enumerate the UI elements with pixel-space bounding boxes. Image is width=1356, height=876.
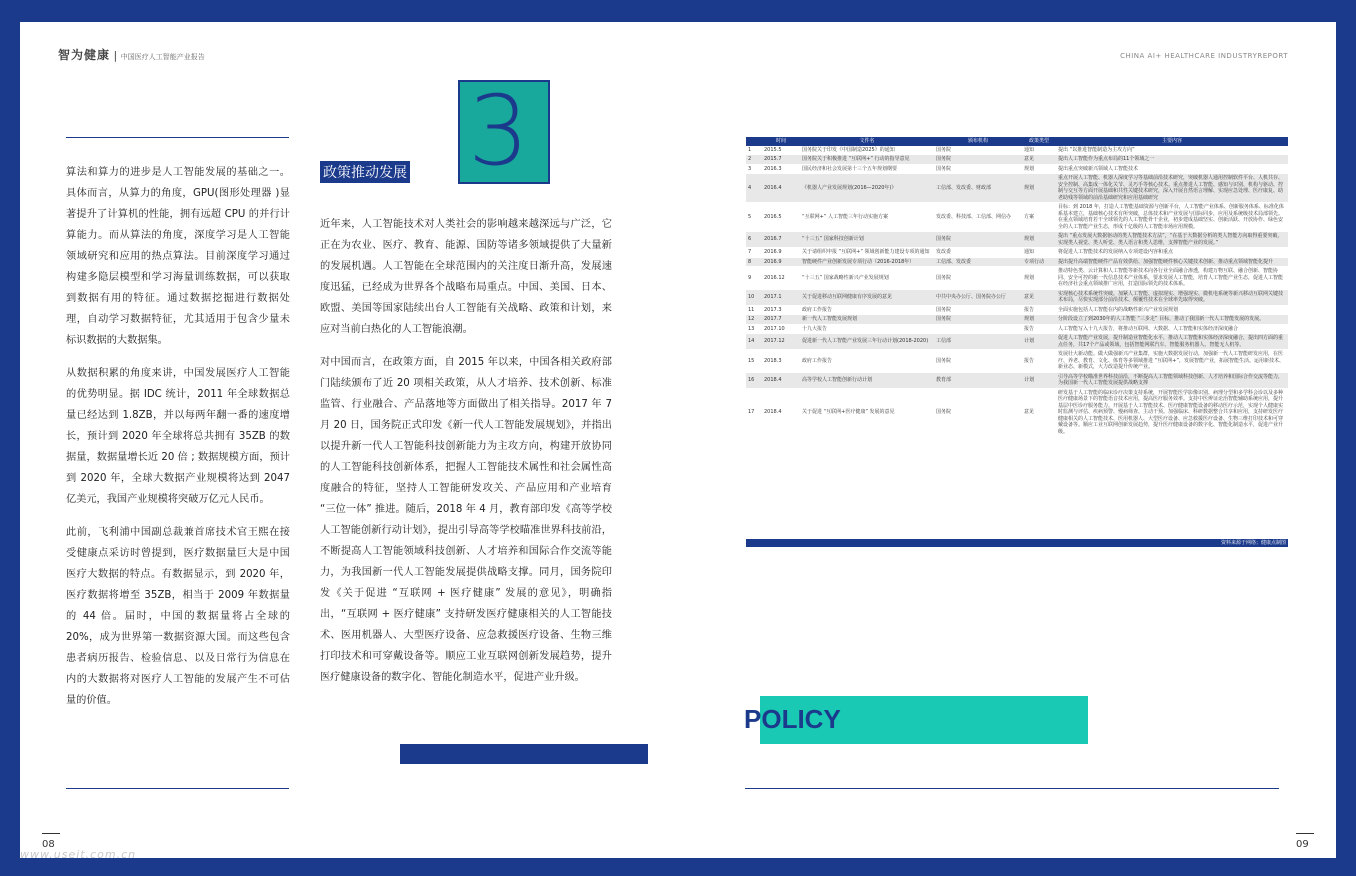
table-cell: 工信部、发改委 — [934, 257, 1022, 267]
table-cell: 16 — [746, 372, 762, 388]
column-header — [746, 137, 762, 146]
table-row — [746, 248, 1288, 258]
watermark: www.useit.com.cn — [20, 848, 137, 858]
table-cell: 2017.3 — [762, 305, 800, 315]
table-cell: 实现核心技术系统性突破。加紧人工智能、虚拟现实、增强现实、微机电系统等新兴移动互联网关键技术布局，尽快实现部分前沿技术、颠覆性技术在全球率先取得突破。 — [1056, 289, 1288, 305]
left-paragraph-2: 从数据积累的角度来讲，中国发展医疗人工智能的优势明显。据 IDC 统计，2011 年全球数据总量已经达到 1.8ZB，并以每两年翻一番的速度增长，预计到 2020 年全球将总共拥有 35ZB 的数据量，数据量增长近 20 倍 ; 数据规模方面，预计到 2020 年，全球大数据产业规模将达到 2047 亿美元，我国产业规模将突破万亿元人民币。 — [66, 368, 290, 505]
table-header-row — [746, 137, 1288, 146]
column-header: 文件名 — [800, 137, 934, 146]
table-cell: 教育部 — [934, 372, 1022, 388]
table-cell: 规划 — [1022, 232, 1056, 248]
page-number-right-text: 09 — [1296, 839, 1309, 850]
table-cell: 提出重点突破新兴领域人工智能技术 — [1056, 164, 1288, 174]
table-cell: 提出人工智能作为重点布局的11个领域之一 — [1056, 155, 1288, 165]
table-cell: 促进新一代人工智能产业发展三年行动计划(2018-2020) — [800, 334, 934, 350]
middle-column — [320, 214, 612, 700]
divider-top-left — [66, 137, 289, 138]
table-cell: 促进人工智能产业发展，提升制造业智能化水平，推动人工智能和实体经济深度融合，提出四方面的重点任务，共17个产品或领域，包括智能网联汽车、智能服务机器人、智能无人机等。 — [1056, 334, 1288, 350]
table-cell: 通知 — [1022, 248, 1056, 258]
section-number-box — [458, 75, 550, 187]
table-row — [746, 155, 1288, 165]
table-cell: 《机器人产业发展规划(2016—2020年)》 — [800, 174, 934, 203]
column-header: 时间 — [762, 137, 800, 146]
left-column — [66, 162, 290, 723]
table-cell: 国务院 — [934, 315, 1022, 325]
table-cell: 智能硬件产业创新发展专项行动（2016-2018年） — [800, 257, 934, 267]
table-cell: 专项行动 — [1022, 257, 1056, 267]
table-cell: 意见 — [1022, 388, 1056, 437]
table-cell: 提出 “重点发展大数据驱动的类人智能技术方法”，“在基于大数据分析的类人智能方向取得重要突破，实现类人视觉、类人听觉、类人语言和类人思维，支撑智能产业的发展。” — [1056, 232, 1288, 248]
table-cell: 2016.3 — [762, 164, 800, 174]
page-number-right — [1296, 839, 1309, 850]
table-cell: 提出提升高端智能硬件产品有效供给、加强智能硬件核心关键技术创新、推动重点领域智能化提升 — [1056, 257, 1288, 267]
table-cell: 目标：到 2018 年，打造人工智能基础资源与创新平台，人工智能产业体系、创新服务体系、标准化体系基本建立，基础核心技术有所突破，总体技术和产业发展与国际同步，应用及系统级技术局部领先。在重点领域培育若干全球领先的人工智能骨干企业，初步建成基础坚实、创新活跃、开放协作、绿色安全的人工智能产业生态，形成千亿级的人工智能市场应用规模。 — [1056, 203, 1288, 232]
table-cell: 2018.4 — [762, 388, 800, 437]
table-cell: 政府工作报告 — [800, 305, 934, 315]
column-header: 颁布机构 — [934, 137, 1022, 146]
table-cell: 计划 — [1022, 334, 1056, 350]
table-cell: 2015.5 — [762, 146, 800, 155]
table-row — [746, 324, 1288, 334]
table-cell: 国务院 — [934, 155, 1022, 165]
table-row — [746, 388, 1288, 437]
table-cell: 2016.7 — [762, 232, 800, 248]
table-cell: 全面实施包括人工智能在内的战略性新兴产业发展规划 — [1056, 305, 1288, 315]
decorative-bar — [400, 744, 648, 764]
header-left: 智为健康 | 中国医疗人工智能产业报告 — [58, 48, 205, 62]
table-cell: 人工智能写入十九大报告，将推动互联网、大数据、人工智能和实体经济深度融合 — [1056, 324, 1288, 334]
table-cell: 工信部、发改委、财政部 — [934, 174, 1022, 203]
column-header: 政策类型 — [1022, 137, 1056, 146]
table-cell: 国务院 — [934, 305, 1022, 315]
header-subtitle: 中国医疗人工智能产业报告 — [120, 53, 205, 61]
table-cell: 14 — [746, 334, 762, 350]
table-cell: 2015.7 — [762, 155, 800, 165]
table-cell: 国民经济和社会发展第十三个五年规划纲要 — [800, 164, 934, 174]
table-cell: 关于请组织申报 “互联网+” 领域创新能力建设专项的通知 — [800, 248, 934, 258]
table-cell: 15 — [746, 350, 762, 373]
table-row — [746, 164, 1288, 174]
table-cell: 提出 “以推进智能制造为主攻方向” — [1056, 146, 1288, 155]
table-cell: 方案 — [1022, 203, 1056, 232]
table-cell: 发展壮大新动能。做大做强新兴产业集群，实施大数据发展行动，加强新一代人工智能研发应用，在医疗、养老、教育、文化、体育等多领域推进 “互联网+”，发展智能产业，拓展智能生活。运用新技术、新业态、新模式，大力改造提升传统产业。 — [1056, 350, 1288, 373]
table-cell — [934, 324, 1022, 334]
table-cell: 6 — [746, 232, 762, 248]
table-cell: 2018.3 — [762, 350, 800, 373]
table-cell: 2 — [746, 155, 762, 165]
table-cell: 2017.1 — [762, 289, 800, 305]
table-cell: 报告 — [1022, 324, 1056, 334]
middle-paragraph-2: 对中国而言，在政策方面，自 2015 年以来，中国各相关政府部门陆续颁布了近 20 项相关政策，从人才培养、技术创新、标准监管、行业融合、产品落地等方面做出了相关指导。2017 年 7 月 20 日，国务院正式印发《新一代人工智能发展规划》，并指出以提升新一代人工智能科技创新能力为主攻方向，构建开放协同的人工智能科技创新体系，把握人工智能技术属性和社会属性高度融合的特征，坚持人工智能研发攻关、产品应用和产业培育 “三位一体” 推进。随后，2018 年 4 月，教育部印发《高等学校人工智能创新行动计划》，提出引导高等学校瞄准世界科技前沿，不断提高人工智能领域科技创新、人才培养和国际合作交流等能力，为我国新一代人工智能发展提供战略支撑。同月，国务院印发《关于促进 “互联网 + 医疗健康” 发展的意见》，明确指出，“互联网 + 医疗健康” 支持研发医疗健康相关的人工智能技术、医用机器人、大型医疗设备、应急救援医疗设备、生物三维打印技术和可穿戴设备等。顺应工业互联网创新发展趋势，提升医疗健康设备的数字化、智能化制造水平，促进产业升级。 — [320, 357, 612, 683]
table-cell: 国务院 — [934, 267, 1022, 290]
table-cell: 引导高等学校瞄准世界科技前沿，不断提高人工智能领域科技创新、人才培养和国际合作交流等能力，为我国新一代人工智能发展提供战略支撑 — [1056, 372, 1288, 388]
table-cell: 国务院 — [934, 232, 1022, 248]
table-cell: 规划 — [1022, 267, 1056, 290]
table-cell: 发改委 — [934, 248, 1022, 258]
table-cell: 分阶段设立了到2030年的人工智能 “三步走” 目标，推动了我国新一代人工智能发展的发展。 — [1056, 315, 1288, 325]
table-cell: 报告 — [1022, 305, 1056, 315]
table-cell: 5 — [746, 203, 762, 232]
table-cell: 12 — [746, 315, 762, 325]
table-cell: 2017.12 — [762, 334, 800, 350]
table-cell: 意见 — [1022, 289, 1056, 305]
table-cell: 将促进人工智能技术的发展纳入专项建设内容和重点 — [1056, 248, 1288, 258]
table-cell: 通知 — [1022, 146, 1056, 155]
header-brand: 智为健康 — [58, 48, 111, 62]
table-row — [746, 372, 1288, 388]
table-cell: 重点开展人工智能、机器人深度学习等基础前沿技术研究，突破机器人通用控制软件平台、人机共存、安全控制、高集成一体化关节、灵巧手等核心技术。重点推进人工智能、感知与识别、机构与驱动、控制与交互等方面开展基础和共性关键技术研究，深入开展自然语言理解、实现应急处理、医疗康复、助老助残等领域的前沿基础研究和应用基础研究 — [1056, 174, 1288, 203]
table-cell: “互联网+” 人工智能三年行动实施方案 — [800, 203, 934, 232]
table-cell: 2016.5 — [762, 203, 800, 232]
table-cell: 新一代人工智能发展规划 — [800, 315, 934, 325]
table-row — [746, 257, 1288, 267]
table-cell: 国务院 — [934, 146, 1022, 155]
table-cell: 国务院 — [934, 164, 1022, 174]
table-cell: 中共中央办公厅、国务院办公厅 — [934, 289, 1022, 305]
table-cell: 政府工作报告 — [800, 350, 934, 373]
table-cell: 2017.7 — [762, 315, 800, 325]
table-cell: 3 — [746, 164, 762, 174]
page-number-left-text: 08 — [42, 839, 55, 850]
table-cell: “十三五” 国家科技创新计划 — [800, 232, 934, 248]
policy-table — [746, 137, 1288, 437]
table-cell: 高等学校人工智能创新行动计划 — [800, 372, 934, 388]
table-cell: 报告 — [1022, 350, 1056, 373]
table-cell: 研发基于人工智能的临床诊疗决策支持系统，开展智能医学影像识别、病理分型和多学科会诊以及多种医疗健康场景下的智能语音技术应用，提高医疗服务效率。支持中医辨证论治智能辅助系统应用，提升基层中医诊疗服务能力。开展基于人工智能技术、医疗健康智能设备的移动医疗示范，实现个人健康实时监测与评估、疾病预警、慢病筛查、主动干预。加强临床、科研数据整合共享和应用，支持研发医疗健康相关的人工智能技术、医用机器人、大型医疗设备、应急救援医疗设备、生物三维打印技术和可穿戴设备等。顺应工业互联网创新发展趋势，提升医疗健康设备的数字化、智能化制造水平，促进产业升级。 — [1056, 388, 1288, 437]
divider-bottom-left — [66, 788, 289, 789]
table-row — [746, 146, 1288, 155]
section-title: 政策推动发展 — [320, 161, 410, 183]
table-cell: 计划 — [1022, 372, 1056, 388]
table-cell: “十三五” 国家战略性新兴产业发展规划 — [800, 267, 934, 290]
table-cell: 2016.9 — [762, 257, 800, 267]
table-cell: 国务院 — [934, 350, 1022, 373]
table-cell: 2016.12 — [762, 267, 800, 290]
divider-bottom-right — [745, 788, 1279, 789]
table-cell: 1 — [746, 146, 762, 155]
section-number: 3 — [468, 75, 530, 187]
table-cell: 13 — [746, 324, 762, 334]
table-cell: 8 — [746, 257, 762, 267]
table-row — [746, 315, 1288, 325]
table-cell: 工信部 — [934, 334, 1022, 350]
table-cell: 11 — [746, 305, 762, 315]
left-paragraph-3: 此前，飞利浦中国副总裁兼首席技术官王熙在接受健康点采访时曾提到，医疗数据量巨大是中国医疗大数据的特点。有数据显示，到 2020 年，医疗数据将增至 35ZB，相当于 2009 年数据量的 44 倍。届时，中国的数据量将占全球的 20%，成为世界第一数据资源大国。而这些包含患者病历报告、检验信息、以及日常行为信息在内的大数据将对医疗人工智能的发展产生不可估量的价值。 — [66, 527, 290, 706]
table-row — [746, 334, 1288, 350]
table-cell: 17 — [746, 388, 762, 437]
table-cell: 9 — [746, 267, 762, 290]
table-cell: 国务院 — [934, 388, 1022, 437]
table-row — [746, 174, 1288, 203]
table-cell: 意见 — [1022, 155, 1056, 165]
table-row — [746, 203, 1288, 232]
header-right: CHINA AI+ HEALTHCARE INDUSTRYREPORT — [1120, 52, 1288, 60]
table-row — [746, 289, 1288, 305]
table-row — [746, 267, 1288, 290]
table-cell: 2016.4 — [762, 174, 800, 203]
left-paragraph-1: 算法和算力的进步是人工智能发展的基础之一。具体而言，从算力的角度，GPU(图形处理器 )显著提升了计算机的性能，拥有远超 CPU 的并行计算能力。而从算法的角度，深度学习是人工智能领域研究和应用的热点算法。目前深度学习通过构建多隐层模型和学习海量训练数据，可以获取到数据有用的特征。通过数据挖掘进行数据处理，自动学习数据特征，尤其适用于包含少量未标识数据的大数据集。 — [66, 167, 290, 346]
table-cell: 2016.9 — [762, 248, 800, 258]
table-cell: 规划 — [1022, 315, 1056, 325]
table-cell: 关于促进 “互联网+医疗健康” 发展的意见 — [800, 388, 934, 437]
table-cell: 10 — [746, 289, 762, 305]
table-source-note: 资料来源于网络；健康点制图 — [746, 539, 1288, 547]
table-cell: 发改委、科技部、工信部、网信办 — [934, 203, 1022, 232]
table-row — [746, 305, 1288, 315]
table-cell: 规划 — [1022, 174, 1056, 203]
table-row — [746, 350, 1288, 373]
book-spread — [20, 22, 1336, 858]
table-cell: 国务院关于积极推进 “互联网+” 行动的指导意见 — [800, 155, 934, 165]
table-cell: 7 — [746, 248, 762, 258]
table-cell: 国务院关于印发《中国制造2025》的通知 — [800, 146, 934, 155]
middle-paragraph-1: 近年来，人工智能技术对人类社会的影响越来越深远与广泛，它正在为农业、医疗、教育、能源、国防等诸多领域提供了大量新的发展机遇。人工智能在全球范围内的关注度日渐升高，发展速度迅猛，已经成为世界各个战略布局重点。中国、美国、日本、欧盟、美国等国家陆续出台人工智能有关战略、政策和计划，来应对当前白热化的人工智能浪潮。 — [320, 219, 612, 335]
table-cell: 2018.4 — [762, 372, 800, 388]
column-header: 主要内容 — [1056, 137, 1288, 146]
policy-label: POLICY — [744, 704, 841, 734]
table-cell: 4 — [746, 174, 762, 203]
table-row — [746, 232, 1288, 248]
table-cell: 关于促进移动互联网健康有序发展的意见 — [800, 289, 934, 305]
table-cell: 规划 — [1022, 164, 1056, 174]
table-cell: 2017.10 — [762, 324, 800, 334]
table-cell: 十九大报告 — [800, 324, 934, 334]
table-cell: 推动特色类、云计算和人工智能等新技术向各行业全面融合渗透，构建万物互联、融合创新、智能协同、安全可控的新一代信息技术产业体系，要求发展人工智能，培育人工智能产业生态，促进人工智能在经济社会重点领域推广应用，打造国际领先的技术体系。 — [1056, 267, 1288, 290]
